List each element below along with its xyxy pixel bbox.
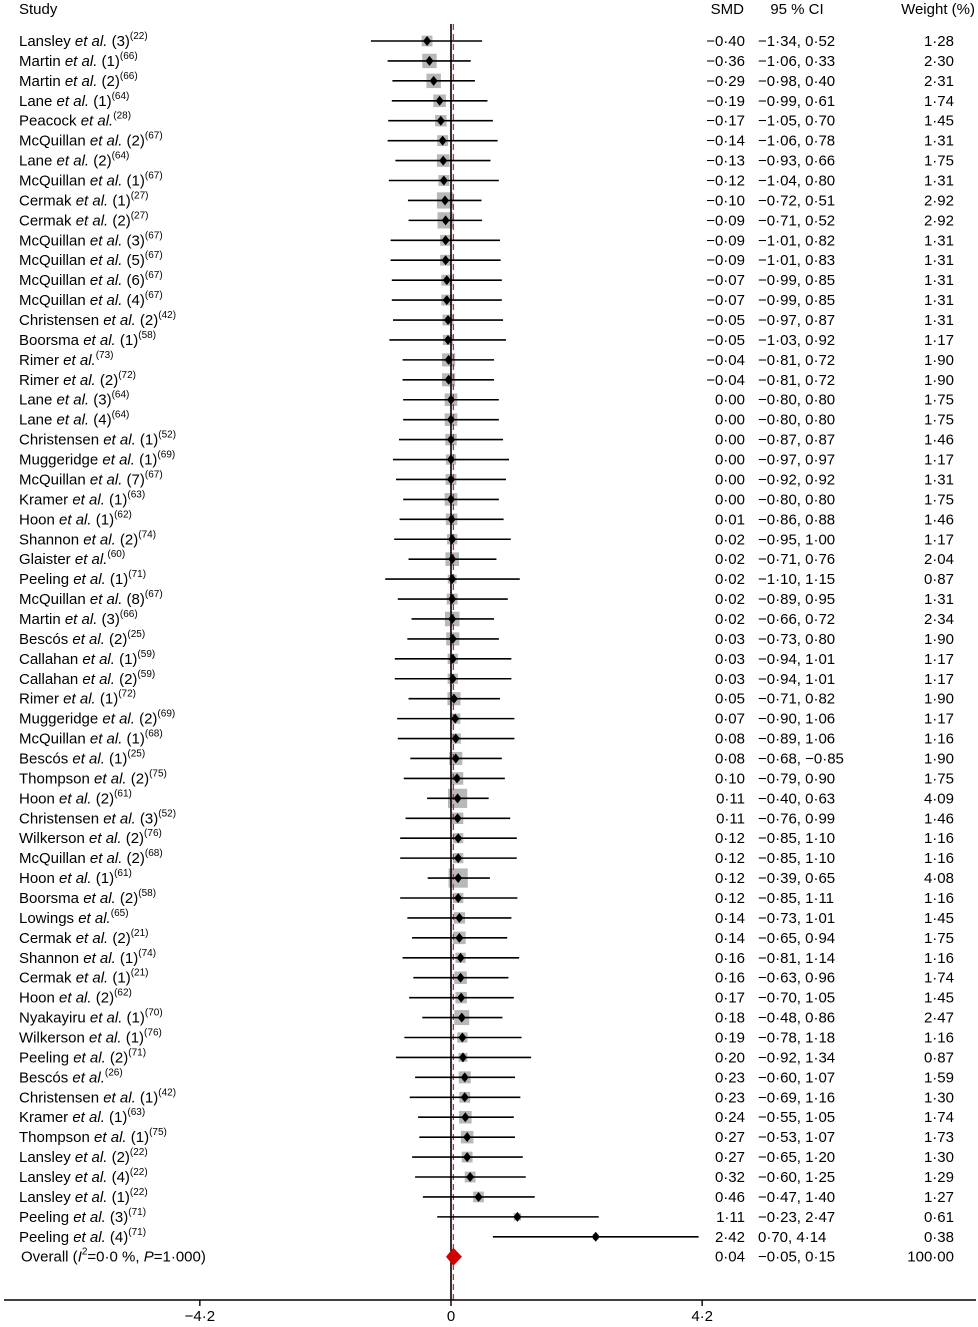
ci-value: −1·34, 0·52 — [758, 33, 836, 50]
study-label: McQuillan et al. $(6)^{(67)}$ — [19, 270, 163, 290]
smd-value: −0·07 — [706, 272, 745, 290]
ci-value: −1·04, 0·80 — [758, 172, 836, 190]
smd-value: 0·00 — [714, 491, 745, 509]
ci-value: −0·97, 0·97 — [758, 451, 836, 469]
weight-value: 1·46 — [923, 431, 954, 449]
ci-value: −0·73, 1·01 — [758, 909, 836, 927]
study-label: Rimer et al. $(2)^{(72)}$ — [19, 369, 136, 389]
ci-value: −1·03, 0·92 — [758, 331, 836, 349]
weight-value: 1·75 — [923, 152, 954, 170]
study-label: Hoon et al. $(2)^{(61)}$ — [19, 788, 132, 808]
weight-value: 1·16 — [923, 949, 954, 967]
ci-value: −0·80, 0·80 — [758, 391, 836, 409]
study-label: Christensen et al. $(1)^{(42)}$ — [19, 1087, 177, 1107]
ci-value: −0·60, 1·07 — [758, 1069, 836, 1087]
ci-value: −0·79, 0·90 — [758, 770, 836, 788]
weight-value: 1·90 — [923, 351, 954, 369]
study-label: Muggeridge et al. $(2)^{(69)}$ — [19, 708, 176, 728]
study-label: Lansley et al. $(3)^{(22)}$ — [19, 31, 148, 50]
smd-value: 0·14 — [714, 909, 745, 927]
ci-value: −0·81, 0·72 — [758, 371, 836, 389]
ci-value: −0·68, −0·85 — [758, 750, 844, 768]
smd-value: 0·24 — [714, 1109, 745, 1127]
x-axis — [4, 1300, 976, 1325]
study-label: Muggeridge et al. $(1)^{(69)}$ — [19, 449, 176, 469]
weight-value: 2·47 — [923, 1009, 954, 1027]
study-label: Cermak et al. $(1)^{(27)}$ — [19, 190, 149, 210]
weight-value: 1·75 — [923, 391, 954, 409]
weight-value: 1·17 — [923, 670, 954, 688]
ci-value: −0·65, 1·20 — [758, 1149, 836, 1167]
study-label: Rimer et al. $(1)^{(72)}$ — [19, 688, 136, 708]
smd-value: 0·20 — [714, 1049, 745, 1067]
weight-value: 1·16 — [923, 889, 954, 907]
ci-value: −1·06, 0·78 — [758, 132, 836, 150]
study-label: Cermak et al. $(2)^{(27)}$ — [19, 210, 149, 230]
weight-value: 1·31 — [923, 591, 954, 609]
smd-value: 1·11 — [716, 1208, 745, 1226]
study-label: Callahan et al. $(2)^{(59)}$ — [19, 668, 156, 688]
smd-value: 0·03 — [714, 650, 745, 668]
study-label: McQuillan et al. $(2)^{(68)}$ — [19, 848, 163, 868]
smd-value: −0·12 — [706, 172, 745, 190]
weight-value: 0·38 — [923, 1228, 954, 1246]
ci-value: −0·71, 0·82 — [758, 690, 836, 708]
study-label: Peeling et al. $(4)^{(71)}$ — [19, 1226, 147, 1246]
weight-value: 1·17 — [923, 531, 954, 549]
weight-value: 1·16 — [923, 730, 954, 748]
point-estimate — [592, 1232, 600, 1242]
study-label: Peeling et al. $(1)^{(71)}$ — [19, 569, 147, 589]
ci-value: −1·06, 0·33 — [758, 52, 836, 70]
study-label: McQuillan et al. $(5)^{(67)}$ — [19, 250, 163, 270]
smd-value: 0·00 — [714, 391, 745, 409]
weight-value: 2·92 — [923, 212, 954, 230]
weight-value: 1·31 — [923, 252, 954, 270]
confidence-intervals — [371, 36, 699, 1266]
column-headers — [19, 1, 975, 18]
weight-value: 1·31 — [923, 232, 954, 250]
smd-value: −0·09 — [706, 252, 745, 270]
study-label: Hoon et al. $(1)^{(62)}$ — [19, 509, 132, 529]
study-label: McQuillan et al. $(7)^{(67)}$ — [19, 469, 163, 489]
study-label: McQuillan et al. $(8)^{(67)}$ — [19, 589, 163, 609]
smd-value: −0·17 — [706, 112, 745, 130]
weight-value: 1·16 — [923, 1029, 954, 1047]
weight-value: 0·61 — [923, 1208, 954, 1226]
weight-value: 1·29 — [923, 1169, 954, 1187]
weight-value: 1·16 — [923, 850, 954, 868]
ci-value: −0·81, 1·14 — [758, 949, 836, 967]
smd-value: −0·09 — [706, 212, 745, 230]
ci-value: −0·47, 1·40 — [758, 1188, 836, 1206]
ci-value: −0·92, 1·34 — [758, 1049, 836, 1067]
overall-label: Overall ($I^2=0\cdot 0$ %, P=1·000) — [21, 1246, 206, 1266]
smd-value: 2·42 — [714, 1228, 745, 1246]
ci-value: −0·99, 0·85 — [758, 292, 836, 310]
smd-value: −0·36 — [706, 52, 745, 70]
ci-value: 0·70, 4·14 — [758, 1228, 827, 1246]
study-label: Christensen et al. $(3)^{(52)}$ — [19, 808, 177, 828]
weight-value: 1·74 — [923, 92, 954, 110]
weight-value: 1·73 — [923, 1129, 954, 1147]
smd-value: 0·16 — [714, 949, 745, 967]
weight-value: 1·31 — [923, 292, 954, 310]
smd-value: 0·12 — [714, 889, 745, 907]
ci-value: −0·53, 1·07 — [758, 1129, 836, 1147]
smd-value: −0·05 — [706, 312, 745, 330]
smd-value: 0·00 — [714, 471, 745, 489]
ci-value: −0·23, 2·47 — [758, 1208, 836, 1226]
weight-value: 1·90 — [923, 750, 954, 768]
weight-value: 2·31 — [923, 72, 954, 90]
study-label: McQuillan et al. $(3)^{(67)}$ — [19, 230, 163, 250]
header-smd: SMD — [710, 1, 744, 18]
weight-value: 1·16 — [923, 830, 954, 848]
ci-value: −0·55, 1·05 — [758, 1109, 836, 1127]
smd-value: 0·12 — [714, 830, 745, 848]
smd-value: −0·04 — [706, 351, 745, 369]
smd-value: 0·00 — [714, 451, 745, 469]
smd-value: 0·10 — [714, 770, 745, 788]
ci-value: −0·94, 1·01 — [758, 650, 836, 668]
weight-value: 1·75 — [923, 770, 954, 788]
weight-value: 1·45 — [923, 112, 954, 130]
smd-value: −0·13 — [706, 152, 745, 170]
smd-value: 0·19 — [714, 1029, 745, 1047]
weight-value: 1·31 — [923, 471, 954, 489]
smd-value: 0·12 — [714, 870, 745, 888]
study-label: Lane et al. $(2)^{(64)}$ — [19, 150, 130, 170]
smd-value: 0·03 — [714, 630, 745, 648]
weight-value: 0·87 — [923, 571, 954, 589]
weight-value: 1·46 — [923, 810, 954, 828]
weight-value: 1·75 — [923, 411, 954, 429]
ci-value: −0·99, 0·85 — [758, 272, 836, 290]
smd-value: 0·02 — [714, 610, 745, 628]
ci-value: −0·97, 0·87 — [758, 312, 836, 330]
smd-value: 0·23 — [714, 1069, 745, 1087]
smd-value: 0·02 — [714, 531, 745, 549]
study-label: Lansley et al. $(2)^{(22)}$ — [19, 1147, 148, 1167]
study-label: Hoon et al. $(2)^{(62)}$ — [19, 987, 132, 1007]
study-label: Bescós et al. $(2)^{(25)}$ — [19, 628, 146, 648]
overall-smd: 0·04 — [714, 1248, 745, 1266]
ci-value: −0·95, 1·00 — [758, 531, 836, 549]
study-label: Wilkerson et al. $(1)^{(76)}$ — [19, 1027, 162, 1047]
smd-value: 0·46 — [714, 1188, 745, 1206]
weight-boxes — [422, 36, 599, 1240]
study-label: Lane et al. $(3)^{(64)}$ — [19, 389, 130, 409]
ci-value: −0·60, 1·25 — [758, 1169, 836, 1187]
study-label: Kramer et al. $(1)^{(63)}$ — [19, 1107, 146, 1127]
header-weight: Weight (%) — [901, 1, 975, 18]
study-label: Shannon et al. $(2)^{(74)}$ — [19, 529, 157, 549]
smd-value: 0·14 — [714, 929, 745, 947]
ci-value: −0·85, 1·10 — [758, 850, 836, 868]
smd-value: 0·02 — [714, 571, 745, 589]
study-label: Cermak et al. $(2)^{(21)}$ — [19, 927, 149, 947]
weight-value: 4·08 — [923, 870, 954, 888]
smd-value: 0·02 — [714, 591, 745, 609]
smd-value: 0·18 — [714, 1009, 745, 1027]
weight-value: 1·46 — [923, 511, 954, 529]
ci-value: −0·94, 1·01 — [758, 670, 836, 688]
ci-value: −0·66, 0·72 — [758, 610, 836, 628]
ci-value: −0·92, 0·92 — [758, 471, 836, 489]
study-label: Glaister et al.$^{(60)}$ — [19, 549, 126, 569]
x-tick-label: −4·2 — [184, 1308, 216, 1325]
ci-value: −0·80, 0·80 — [758, 491, 836, 509]
study-label: McQuillan et al. $(2)^{(67)}$ — [19, 130, 163, 150]
smd-value: 0·27 — [714, 1129, 745, 1147]
ci-value: −0·93, 0·66 — [758, 152, 836, 170]
weight-value: 1·27 — [923, 1188, 954, 1206]
ci-value: −0·90, 1·06 — [758, 710, 836, 728]
smd-value: −0·10 — [706, 192, 745, 210]
ci-value: −0·81, 0·72 — [758, 351, 836, 369]
study-label: Wilkerson et al. $(2)^{(76)}$ — [19, 828, 162, 848]
study-label: Peeling et al. $(3)^{(71)}$ — [19, 1206, 147, 1226]
ci-value: −0·87, 0·87 — [758, 431, 836, 449]
weight-value: 1·31 — [923, 312, 954, 330]
smd-value: 0·16 — [714, 969, 745, 987]
smd-value: 0·17 — [714, 989, 745, 1007]
ci-value: −1·01, 0·82 — [758, 232, 836, 250]
ci-value: −0·73, 0·80 — [758, 630, 836, 648]
ci-value: −0·86, 0·88 — [758, 511, 836, 529]
weight-value: 1·31 — [923, 272, 954, 290]
weight-value: 1·90 — [923, 690, 954, 708]
overall-weight: 100·00 — [907, 1248, 954, 1266]
study-label: McQuillan et al. $(1)^{(67)}$ — [19, 170, 163, 190]
study-label: Lane et al. $(1)^{(64)}$ — [19, 90, 130, 110]
weight-value: 2·34 — [923, 610, 954, 628]
weight-value: 1·17 — [923, 331, 954, 349]
weight-value: 0·87 — [923, 1049, 954, 1067]
weight-value: 2·30 — [923, 52, 954, 70]
ci-value: −0·80, 0·80 — [758, 411, 836, 429]
header-ci: 95 % CI — [770, 1, 824, 18]
weight-value: 1·75 — [923, 929, 954, 947]
study-label: Rimer et al.$^{(73)}$ — [19, 349, 114, 369]
study-label: Boorsma et al. $(2)^{(58)}$ — [19, 887, 157, 907]
row-labels — [19, 31, 954, 1266]
study-label: Christensen et al. $(1)^{(52)}$ — [19, 429, 177, 449]
ci-value: −1·01, 0·83 — [758, 252, 836, 270]
weight-value: 1·30 — [923, 1089, 954, 1107]
ci-value: −0·89, 1·06 — [758, 730, 836, 748]
smd-value: 0·03 — [714, 670, 745, 688]
smd-value: 0·11 — [716, 790, 745, 808]
smd-value: 0·23 — [714, 1089, 745, 1107]
ci-value: −0·85, 1·10 — [758, 830, 836, 848]
smd-value: 0·12 — [714, 850, 745, 868]
study-label: Martin et al. $(3)^{(66)}$ — [19, 608, 138, 628]
ci-value: −0·70, 1·05 — [758, 989, 836, 1007]
ci-value: −0·65, 0·94 — [758, 929, 836, 947]
ci-value: −0·69, 1·16 — [758, 1089, 836, 1107]
smd-value: −0·29 — [706, 72, 745, 90]
weight-value: 1·90 — [923, 371, 954, 389]
smd-value: −0·19 — [706, 92, 745, 110]
study-label: Martin et al. $(1)^{(66)}$ — [19, 50, 138, 70]
study-label: Lansley et al. $(4)^{(22)}$ — [19, 1167, 148, 1187]
weight-value: 1·30 — [923, 1149, 954, 1167]
study-label: Martin et al. $(2)^{(66)}$ — [19, 70, 138, 90]
smd-value: 0·08 — [714, 750, 745, 768]
weight-value: 1·45 — [923, 989, 954, 1007]
weight-value: 1·59 — [923, 1069, 954, 1087]
ci-value: −1·10, 1·15 — [758, 571, 836, 589]
weight-value: 1·17 — [923, 710, 954, 728]
ci-value: −0·71, 0·52 — [758, 212, 836, 230]
smd-value: 0·32 — [714, 1169, 745, 1187]
ci-value: −0·98, 0·40 — [758, 72, 836, 90]
weight-value: 1·31 — [923, 172, 954, 190]
study-label: Boorsma et al. $(1)^{(58)}$ — [19, 329, 157, 349]
study-label: Callahan et al. $(1)^{(59)}$ — [19, 648, 156, 668]
study-label: Thompson et al. $(2)^{(75)}$ — [19, 768, 167, 788]
smd-value: 0·02 — [714, 551, 745, 569]
header-study: Study — [19, 1, 58, 18]
study-label: Cermak et al. $(1)^{(21)}$ — [19, 967, 149, 987]
weight-value: 1·74 — [923, 1109, 954, 1127]
ci-value: −0·39, 0·65 — [758, 870, 836, 888]
ci-value: −0·89, 0·95 — [758, 591, 836, 609]
smd-value: 0·00 — [714, 411, 745, 429]
weight-value: 1·28 — [923, 33, 954, 50]
study-label: Thompson et al. $(1)^{(75)}$ — [19, 1127, 167, 1147]
weight-value: 4·09 — [923, 790, 954, 808]
study-label: Peacock et al.$^{(28)}$ — [19, 110, 132, 130]
smd-value: −0·40 — [706, 33, 745, 50]
study-label: McQuillan et al. $(1)^{(68)}$ — [19, 728, 163, 748]
study-label: Shannon et al. $(1)^{(74)}$ — [19, 947, 157, 967]
x-tick-label: 4·2 — [691, 1308, 714, 1325]
smd-value: −0·07 — [706, 292, 745, 310]
ci-value: −0·40, 0·63 — [758, 790, 836, 808]
study-label: Lane et al. $(4)^{(64)}$ — [19, 409, 130, 429]
weight-value: 1·17 — [923, 451, 954, 469]
smd-value: 0·27 — [714, 1149, 745, 1167]
smd-value: −0·04 — [706, 371, 745, 389]
weight-value: 2·04 — [923, 551, 954, 569]
study-label: McQuillan et al. $(4)^{(67)}$ — [19, 290, 163, 310]
weight-value: 1·90 — [923, 630, 954, 648]
ci-value: −0·71, 0·76 — [758, 551, 836, 569]
study-label: Hoon et al. $(1)^{(61)}$ — [19, 868, 132, 888]
smd-value: −0·05 — [706, 331, 745, 349]
study-label: Kramer et al. $(1)^{(63)}$ — [19, 489, 146, 509]
weight-value: 1·45 — [923, 909, 954, 927]
smd-value: 0·08 — [714, 730, 745, 748]
smd-value: −0·09 — [706, 232, 745, 250]
smd-value: 0·07 — [714, 710, 745, 728]
study-label: Nyakayiru et al. $(1)^{(70)}$ — [19, 1007, 163, 1027]
smd-value: 0·11 — [716, 810, 745, 828]
smd-value: 0·00 — [714, 431, 745, 449]
weight-value: 2·92 — [923, 192, 954, 210]
study-label: Lowings et al.$^{(65)}$ — [19, 907, 129, 927]
ci-value: −0·99, 0·61 — [758, 92, 836, 110]
weight-value: 1·74 — [923, 969, 954, 987]
smd-value: 0·05 — [714, 690, 745, 708]
weight-value: 1·31 — [923, 132, 954, 150]
overall-ci: −0·05, 0·15 — [758, 1248, 836, 1266]
study-label: Bescós et al. $(1)^{(25)}$ — [19, 748, 146, 768]
ci-value: −0·76, 0·99 — [758, 810, 836, 828]
weight-value: 1·17 — [923, 650, 954, 668]
study-label: Christensen et al. $(2)^{(42)}$ — [19, 310, 177, 330]
study-label: Bescós et al.$^{(26)}$ — [19, 1067, 123, 1087]
ci-value: −0·72, 0·51 — [758, 192, 836, 210]
ci-value: −0·78, 1·18 — [758, 1029, 836, 1047]
smd-value: −0·14 — [706, 132, 745, 150]
ci-value: −1·05, 0·70 — [758, 112, 836, 130]
study-label: Peeling et al. $(2)^{(71)}$ — [19, 1047, 147, 1067]
ci-value: −0·48, 0·86 — [758, 1009, 836, 1027]
study-label: Lansley et al. $(1)^{(22)}$ — [19, 1186, 148, 1206]
ci-value: −0·63, 0·96 — [758, 969, 836, 987]
smd-value: 0·01 — [714, 511, 745, 529]
weight-value: 1·75 — [923, 491, 954, 509]
x-tick-label: 0 — [446, 1308, 456, 1325]
ci-value: −0·85, 1·11 — [758, 889, 835, 907]
overall-diamond — [446, 1248, 462, 1266]
